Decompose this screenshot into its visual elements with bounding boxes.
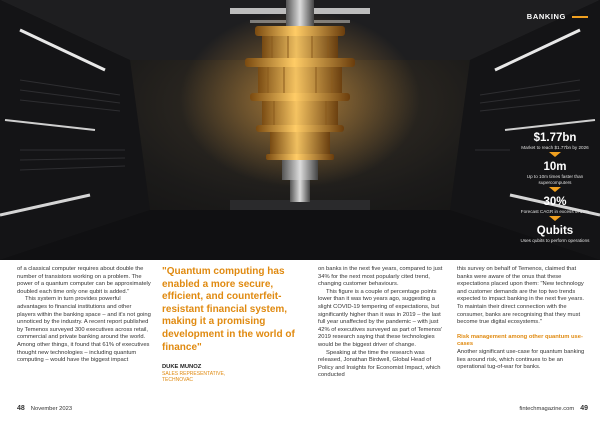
stat-item xyxy=(519,196,591,221)
page-number: 48 xyxy=(17,405,25,412)
paragraph: this survey on behalf of Temenos, claimed that banks were aware of the onus that these expectations placed upon them: "New technology and customer demands are the top two trends expected to impact banking in the next five years. To maintain their direct connection with the consumer, banks are recognising that they must become true digital ecosystems." xyxy=(457,266,584,326)
stat-value: 10m xyxy=(543,161,567,173)
section-accent-bar xyxy=(572,16,588,18)
issue-date: November 2023 xyxy=(30,406,73,412)
subheading: Risk management among other quantum use-cases xyxy=(457,333,583,348)
paragraph: Another significant use-case for quantum banking lies around risk, which continues to be an operational tug-of-war for banks. xyxy=(457,348,585,371)
footer-left xyxy=(17,405,72,412)
quote-author: DUKE MUNOZ xyxy=(162,364,202,371)
quote-role: SALES REPRESENTATIVE, xyxy=(162,371,226,378)
stat-item xyxy=(519,225,591,244)
website-link[interactable]: fintechmagazine.com xyxy=(519,406,575,412)
stat-item xyxy=(519,161,591,192)
stat-value: Qubits xyxy=(536,225,574,237)
section-label: BANKING xyxy=(526,12,566,21)
quote-text: "Quantum computing has enabled a more secure, efficient, and counterfeit-resistant financial system, making it a promising development in the world of finance" xyxy=(162,266,295,353)
body-column-1 xyxy=(17,266,151,365)
stat-description: Market to reach $1.77bn by 2026 xyxy=(521,145,589,150)
stats-panel xyxy=(519,132,591,248)
stat-value: 30% xyxy=(543,196,567,208)
stat-value: $1.77bn xyxy=(533,132,577,144)
paragraph: on banks in the next five years, compared to just 34% for the next most popularly cited trend, changing customer behaviours. xyxy=(318,266,443,288)
stat-description: Uses qubits to perform operations xyxy=(520,238,590,243)
stat-item xyxy=(519,132,591,157)
page-number: 49 xyxy=(580,405,588,412)
section-tag xyxy=(527,12,588,21)
chevron-down-icon xyxy=(549,216,561,221)
footer-right xyxy=(519,405,588,412)
stat-description: Up to 10m times faster than supercomputers xyxy=(526,174,584,185)
paragraph: Speaking at the time the research was released, Jonathan Birdwell, Global Head of Policy and Insights for Economist Impact, which conducted xyxy=(318,349,441,379)
pull-quote xyxy=(162,266,304,384)
body-column-4 xyxy=(457,266,589,372)
quote-company: TECHNOVAC xyxy=(162,377,194,384)
paragraph: This system in turn provides powerful advantages to financial institutions and other players within the banking space – and it's not going unnoticed by the industry. A recent report published by Temenos surveyed 300 executives across retail, commercial and private banking around the world. Among other things, it found that 61% of executives thought new technologies – including quantum computing – would have the biggest impact xyxy=(17,296,151,364)
chevron-down-icon xyxy=(549,152,561,157)
chevron-down-icon xyxy=(549,187,561,192)
paragraph: This figure is a couple of percentage points lower than it was two years ago, suggesting a slight COVID-19 tempering of expectations, but significantly higher than it was in 2019 – the last full year unaffected by the pandemic – with just 42% of executives surveyed as part of Temenos' 2019 research saying that these technologies would be the biggest driver of change. xyxy=(318,288,443,348)
body-column-3 xyxy=(318,266,448,380)
paragraph: of a classical computer requires about double the number of transistors working on a problem. The power of a quantum computer can be approximately doubled each time only one qubit is added." xyxy=(17,266,151,295)
stat-description: Forecast CAGR in excess of 30% xyxy=(520,209,590,214)
